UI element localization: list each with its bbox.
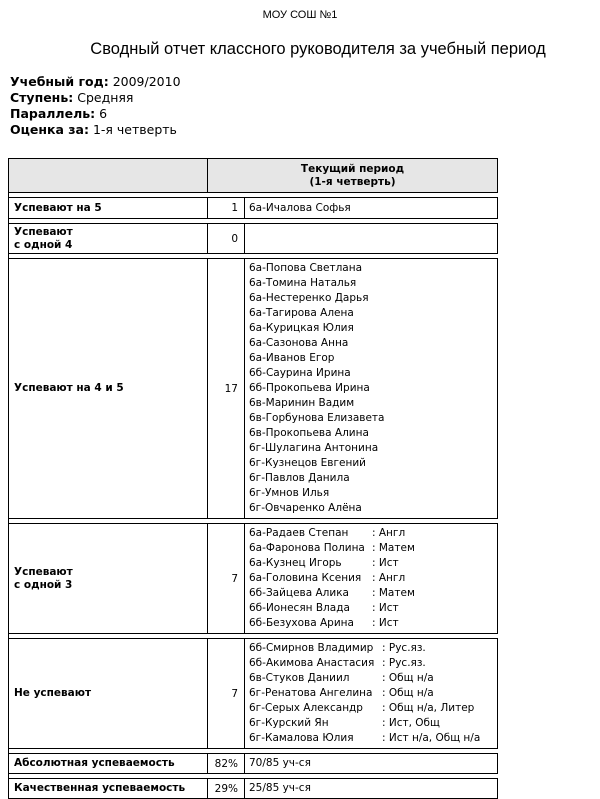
row-label-line: с одной 4 bbox=[14, 238, 73, 251]
table-row-quality bbox=[9, 779, 498, 799]
meta-value: 6 bbox=[99, 106, 108, 121]
row-names bbox=[245, 198, 498, 219]
student-name: 6а-Фаронова Полина bbox=[249, 542, 365, 554]
student-subject: : Общ н/а, Литер bbox=[382, 702, 475, 714]
table-row-absolute bbox=[9, 754, 498, 774]
student-name: 6б-Прокопьева Ирина bbox=[249, 382, 370, 394]
row-label-line: с одной 3 bbox=[14, 578, 73, 591]
table-row-one-three bbox=[9, 524, 498, 634]
student-name: 6а-Иванов Егор bbox=[249, 352, 335, 364]
school-name: МОУ СОШ №1 bbox=[262, 9, 338, 21]
student-name: 6а-Попова Светлана bbox=[249, 262, 363, 274]
student-name: 6г-Павлов Данила bbox=[249, 472, 350, 484]
student-name: 6в-Маринин Вадим bbox=[249, 397, 355, 409]
row-label-line: Успевают bbox=[14, 225, 73, 238]
student-entry bbox=[249, 541, 497, 556]
student-name: 6г-Шулагина Антонина bbox=[249, 442, 379, 454]
row-count: 82% bbox=[208, 754, 245, 774]
student-entry bbox=[249, 526, 497, 541]
report-title: Сводный отчет классного руководителя за учебный период bbox=[90, 40, 546, 58]
row-count: 7 bbox=[208, 524, 245, 634]
student-subject: : Матем bbox=[372, 542, 415, 554]
student-subject: : Общ н/а bbox=[382, 672, 434, 684]
student-name: 6а-Сазонова Анна bbox=[249, 337, 349, 349]
student-name: 6в-Стуков Даниил bbox=[249, 672, 350, 684]
student-entry bbox=[249, 656, 497, 671]
row-label bbox=[9, 224, 208, 254]
student-entry bbox=[249, 616, 497, 631]
row-count: 7 bbox=[208, 639, 245, 749]
student-subject: : Рус.яз. bbox=[382, 657, 426, 669]
row-label bbox=[9, 524, 208, 634]
row-label-line: Успевают bbox=[14, 565, 73, 578]
row-value: 25/85 уч-ся bbox=[245, 779, 498, 799]
student-name: 6г-Овчаренко Алёна bbox=[249, 502, 362, 514]
meta-value: 1-я четверть bbox=[92, 122, 177, 137]
meta-label: Параллель: bbox=[10, 106, 96, 121]
meta-grading-period bbox=[10, 122, 181, 138]
meta-year bbox=[10, 74, 181, 90]
student-entry bbox=[249, 641, 497, 656]
student-entry bbox=[249, 601, 497, 616]
row-label: Успевают на 4 и 5 bbox=[9, 259, 208, 519]
student-name: 6г-Умнов Илья bbox=[249, 487, 330, 499]
student-subject: : Общ н/а bbox=[382, 687, 434, 699]
student-name: 6г-Ренатова Ангелина bbox=[249, 687, 373, 699]
period-header bbox=[208, 159, 498, 193]
student-name: 6г-Серых Александр bbox=[249, 702, 363, 714]
header-empty-cell bbox=[9, 159, 208, 193]
student-name: 6а-Ичалова Софья bbox=[249, 201, 351, 214]
table-row-fives bbox=[9, 198, 498, 219]
row-names bbox=[245, 524, 498, 634]
student-entry bbox=[249, 701, 497, 716]
student-subject: : Ист н/а, Общ н/а bbox=[382, 732, 481, 744]
row-names bbox=[245, 259, 498, 519]
meta-stage bbox=[10, 90, 181, 106]
table-row-failing bbox=[9, 639, 498, 749]
row-count: 29% bbox=[208, 779, 245, 799]
student-entry bbox=[249, 671, 497, 686]
meta-label: Учебный год: bbox=[10, 74, 109, 89]
student-subject: : Ист, Общ bbox=[382, 717, 440, 729]
student-name: 6а-Томина Наталья bbox=[249, 277, 357, 289]
meta-label: Ступень: bbox=[10, 90, 74, 105]
student-subject: : Ист bbox=[372, 602, 399, 614]
student-entry bbox=[249, 731, 497, 746]
student-entry bbox=[249, 586, 497, 601]
period-header-subtitle: (1-я четверть) bbox=[309, 175, 396, 188]
meta-value: 2009/2010 bbox=[112, 74, 181, 89]
student-name: 6г-Кузнецов Евгений bbox=[249, 457, 366, 469]
student-name: 6а-Головина Ксения bbox=[249, 572, 362, 584]
student-subject: : Англ bbox=[372, 527, 406, 539]
student-subject: : Ист bbox=[372, 557, 399, 569]
student-name: 6б-Саурина Ирина bbox=[249, 367, 351, 379]
student-name: 6б-Безухова Арина bbox=[249, 617, 354, 629]
row-value: 70/85 уч-ся bbox=[245, 754, 498, 774]
student-name: 6в-Прокопьева Алина bbox=[249, 427, 369, 439]
student-name: 6в-Горбунова Елизавета bbox=[249, 412, 385, 424]
meta-parallel bbox=[10, 106, 181, 122]
row-names bbox=[245, 639, 498, 749]
student-name: 6б-Зайцева Алика bbox=[249, 587, 349, 599]
student-subject: : Рус.яз. bbox=[382, 642, 426, 654]
student-name: 6б-Ионесян Влада bbox=[249, 602, 350, 614]
student-entry bbox=[249, 556, 497, 571]
student-entry bbox=[249, 686, 497, 701]
student-subject: : Англ bbox=[372, 572, 406, 584]
row-label: Не успевают bbox=[9, 639, 208, 749]
table-row-fours-fives bbox=[9, 259, 498, 519]
student-name: 6а-Кузнец Игорь bbox=[249, 557, 342, 569]
meta-label: Оценка за: bbox=[10, 122, 89, 137]
student-name: 6а-Тагирова Алена bbox=[249, 307, 354, 319]
row-count: 0 bbox=[208, 224, 245, 254]
row-count: 1 bbox=[208, 198, 245, 219]
student-name: 6г-Курский Ян bbox=[249, 717, 329, 729]
student-name: 6б-Акимова Анастасия bbox=[249, 657, 375, 669]
student-entry bbox=[249, 716, 497, 731]
student-name: 6а-Нестеренко Дарья bbox=[249, 292, 369, 304]
row-names bbox=[245, 224, 498, 254]
student-name: 6а-Курицкая Юлия bbox=[249, 322, 354, 334]
summary-table bbox=[8, 158, 498, 799]
row-label: Успевают на 5 bbox=[9, 198, 208, 219]
table-row-one-four bbox=[9, 224, 498, 254]
row-label: Абсолютная успеваемость bbox=[9, 754, 208, 774]
meta-value: Средняя bbox=[77, 90, 134, 105]
student-name: 6а-Радаев Степан bbox=[249, 527, 349, 539]
student-entry bbox=[249, 571, 497, 586]
period-header-title: Текущий период bbox=[300, 162, 405, 175]
student-subject: : Ист bbox=[372, 617, 399, 629]
student-name: 6г-Камалова Юлия bbox=[249, 732, 354, 744]
student-name: 6б-Смирнов Владимир bbox=[249, 642, 374, 654]
student-subject: : Матем bbox=[372, 587, 415, 599]
table-header-row bbox=[9, 159, 498, 193]
row-label: Качественная успеваемость bbox=[9, 779, 208, 799]
report-meta bbox=[10, 74, 181, 138]
row-count: 17 bbox=[208, 259, 245, 519]
